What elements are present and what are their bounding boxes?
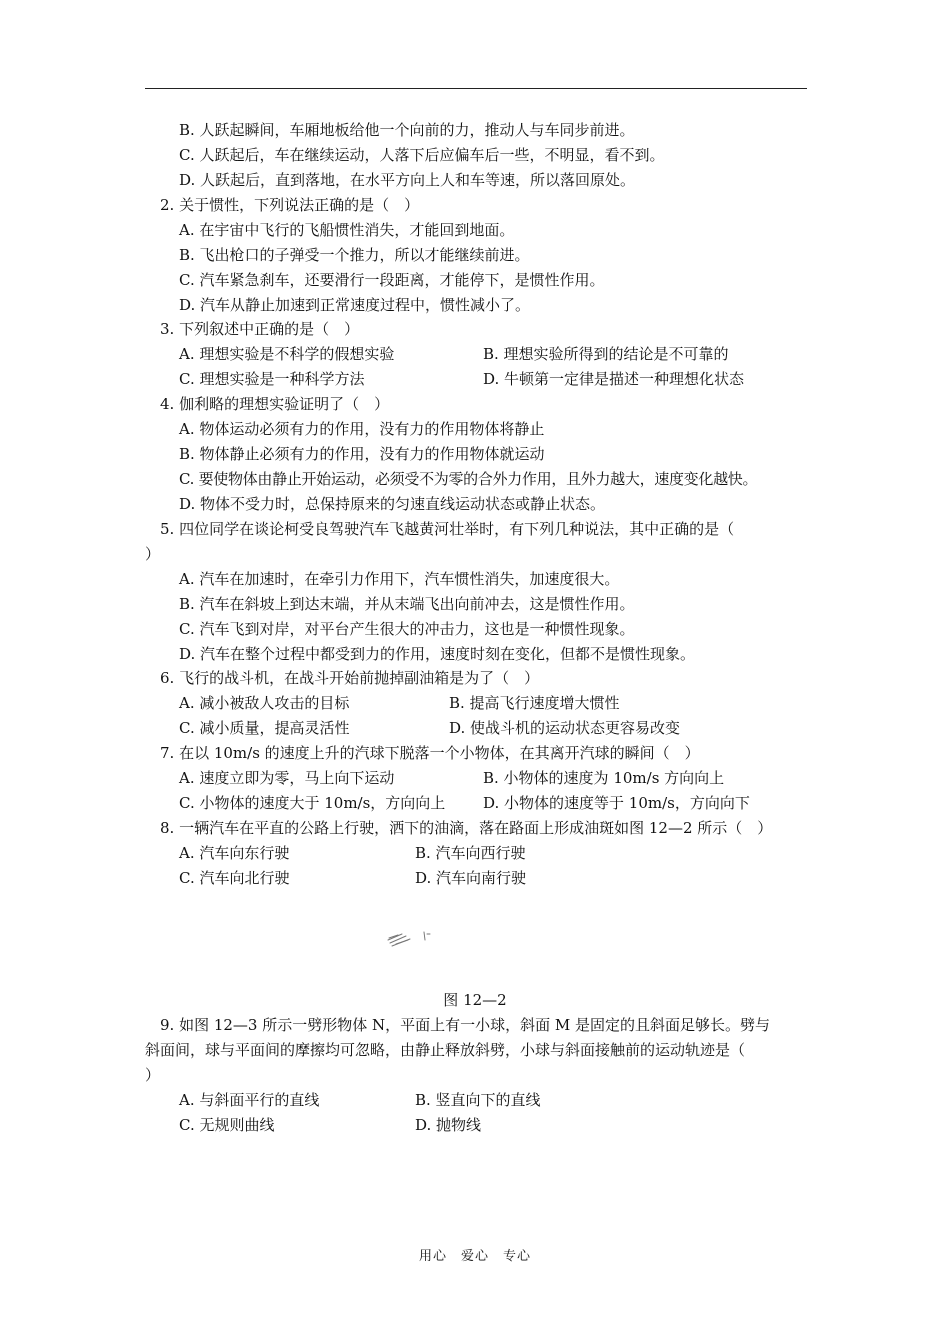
page-footer: 用心 爱心 专心 — [418, 1249, 531, 1264]
q4-option-a: A. 物体运动必须有力的作用，没有力的作用物体将静止 — [179, 420, 545, 438]
q3-option-d: D. 牛顿第一定律是描述一种理想化状态 — [483, 370, 745, 388]
q1-option-c: C. 人跃起后，车在继续运动，人落下后应偏车后一些，不明显，看不到。 — [179, 146, 665, 164]
q6-option-d: D. 使战斗机的运动状态更容易改变 — [449, 719, 681, 737]
oil-spot-figure — [380, 926, 440, 950]
q4-stem: 4. 伽利略的理想实验证明了（ ） — [160, 395, 390, 413]
q9-stem-line3: ） — [145, 1066, 161, 1084]
q9-stem-line1: 9. 如图 12—3 所示一劈形物体 N，平面上有一小球，斜面 M 是固定的且斜面足够长。劈与 — [160, 1016, 771, 1034]
q1-option-d: D. 人跃起后，直到落地，在水平方向上人和车等速，所以落回原处。 — [179, 171, 636, 189]
q3-option-b: B. 理想实验所得到的结论是不可靠的 — [483, 345, 729, 363]
q3-stem: 3. 下列叙述中正确的是（ ） — [160, 320, 360, 338]
q2-option-d: D. 汽车从静止加速到正常速度过程中，惯性减小了。 — [179, 296, 531, 314]
q5-option-c: C. 汽车飞到对岸，对平台产生很大的冲击力，这也是一种惯性现象。 — [179, 620, 635, 638]
q2-option-b: B. 飞出枪口的子弹受一个推力，所以才能继续前进。 — [179, 246, 530, 264]
q8-option-c: C. 汽车向北行驶 — [179, 869, 290, 887]
q7-stem: 7. 在以 10m/s 的速度上升的汽球下脱落一个小物体，在其离开汽球的瞬间（ ） — [160, 744, 700, 762]
q9-option-c: C. 无规则曲线 — [179, 1116, 275, 1134]
q4-option-b: B. 物体静止必须有力的作用，没有力的作用物体就运动 — [179, 445, 545, 463]
q7-option-a: A. 速度立即为零，马上向下运动 — [179, 769, 395, 787]
q8-option-d: D. 汽车向南行驶 — [415, 869, 527, 887]
q8-option-b: B. 汽车向西行驶 — [415, 844, 526, 862]
q5-stem-continued: ） — [145, 545, 161, 563]
q3-option-a: A. 理想实验是不科学的假想实验 — [179, 345, 395, 363]
q3-option-c: C. 理想实验是一种科学方法 — [179, 370, 365, 388]
q7-option-c: C. 小物体的速度大于 10m/s，方向向上 — [179, 794, 446, 812]
header-rule — [145, 88, 807, 89]
q6-option-a: A. 减小被敌人攻击的目标 — [179, 694, 350, 712]
q6-option-b: B. 提高飞行速度增大惯性 — [449, 694, 620, 712]
q2-option-a: A. 在宇宙中飞行的飞船惯性消失，才能回到地面。 — [179, 221, 515, 239]
q7-option-b: B. 小物体的速度为 10m/s 方向向上 — [483, 769, 725, 787]
q8-option-a: A. 汽车向东行驶 — [179, 844, 290, 862]
q9-option-b: B. 竖直向下的直线 — [415, 1091, 541, 1109]
figure-caption: 图 12—2 — [443, 991, 507, 1009]
q5-option-b: B. 汽车在斜坡上到达末端，并从末端飞出向前冲去，这是惯性作用。 — [179, 595, 635, 613]
q5-option-d: D. 汽车在整个过程中都受到力的作用，速度时刻在变化，但都不是惯性现象。 — [179, 645, 696, 663]
q1-option-b: B. 人跃起瞬间，车厢地板给他一个向前的力，推动人与车同步前进。 — [179, 121, 635, 139]
q9-stem-line2: 斜面间，球与平面间的摩擦均可忽略，由静止释放斜劈，小球与斜面接触前的运动轨迹是（ — [145, 1041, 746, 1059]
q6-stem: 6. 飞行的战斗机，在战斗开始前抛掉副油箱是为了（ ） — [160, 669, 540, 687]
q6-option-c: C. 减小质量，提高灵活性 — [179, 719, 350, 737]
q2-stem: 2. 关于惯性，下列说法正确的是（ ） — [160, 196, 420, 214]
q8-stem: 8. 一辆汽车在平直的公路上行驶，洒下的油滴，落在路面上形成油斑如图 12—2 所示（ ） — [160, 819, 773, 837]
q7-option-d: D. 小物体的速度等于 10m/s，方向向下 — [483, 794, 750, 812]
q4-option-c: C. 要使物体由静止开始运动，必须受不为零的合外力作用，且外力越大，速度变化越快。 — [179, 470, 758, 488]
q2-option-c: C. 汽车紧急刹车，还要滑行一段距离，才能停下，是惯性作用。 — [179, 271, 605, 289]
q9-option-a: A. 与斜面平行的直线 — [179, 1091, 320, 1109]
q4-option-d: D. 物体不受力时，总保持原来的匀速直线运动状态或静止状态。 — [179, 495, 606, 513]
q5-stem: 5. 四位同学在谈论柯受良驾驶汽车飞越黄河壮举时，有下列几种说法，其中正确的是（ — [160, 520, 735, 538]
q5-option-a: A. 汽车在加速时，在牵引力作用下，汽车惯性消失，加速度很大。 — [179, 570, 620, 588]
q9-option-d: D. 抛物线 — [415, 1116, 482, 1134]
